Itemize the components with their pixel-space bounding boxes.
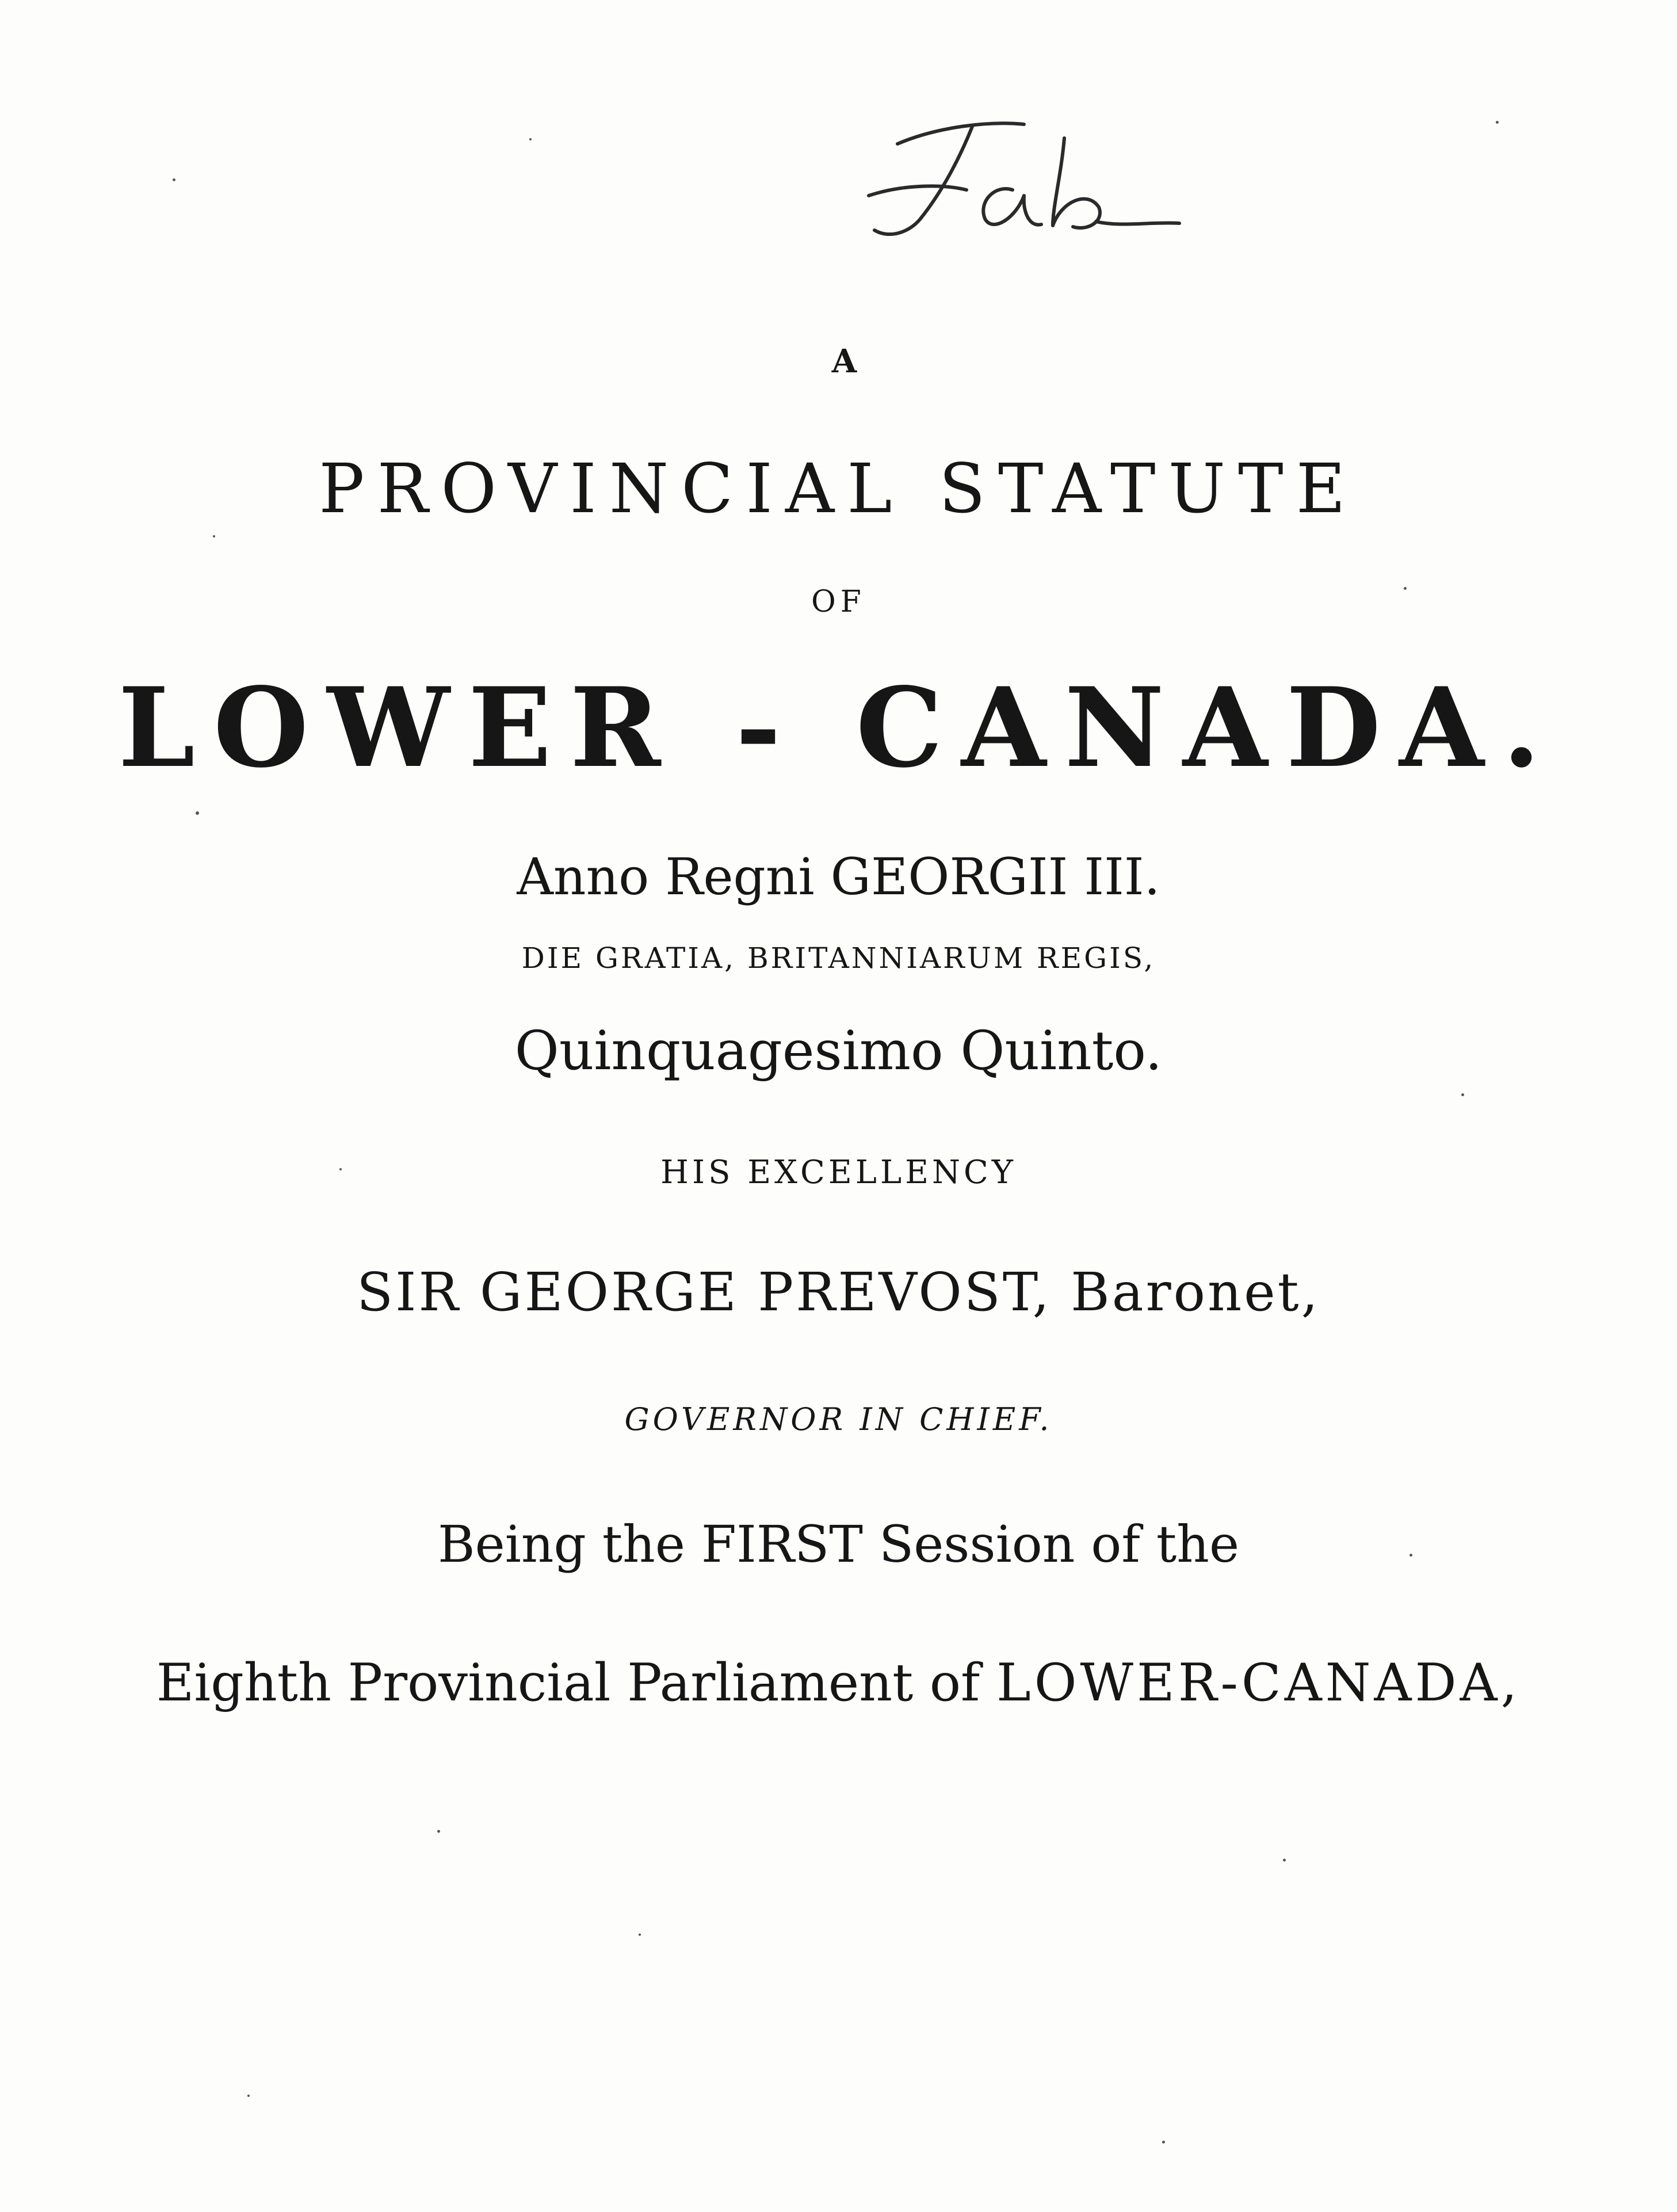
parliament-prefix: Eighth Provincial Parliament of [156,1653,980,1713]
scan-speck [1409,1554,1412,1557]
governor-name: SIR GEORGE PREVOST, Baronet, [357,1261,1320,1323]
scan-speck [173,178,175,181]
province-heading: LOWER - CANADA. [118,663,1559,792]
handwritten-signature [834,104,1191,265]
scan-speck [529,138,532,140]
document-title: PROVINCIAL STATUTE [319,449,1358,528]
governor-office: GOVERNOR IN CHIEF. [624,1401,1053,1437]
scan-speck [213,535,215,537]
regnal-year-line: Anno Regni GEORGII III. [517,847,1160,906]
scan-speck [247,2095,250,2097]
title-of: OF [811,585,866,619]
regnal-year: Quinquagesimo Quinto. [514,1020,1163,1082]
his-excellency: HIS EXCELLENCY [660,1154,1017,1191]
scan-speck [339,1168,342,1170]
scan-speck [1496,121,1499,124]
dei-gratia-line: DIE GRATIA, BRITANNIARUM REGIS, [521,941,1156,975]
scan-speck [1404,587,1407,590]
scan-speck [639,1933,641,1936]
article-a: A [831,342,857,380]
scan-speck [437,1830,440,1833]
session-line: Being the FIRST Session of the [437,1515,1240,1574]
parliament-province: LOWER-CANADA, [996,1653,1521,1713]
scan-speck [1283,1859,1286,1862]
scan-speck [1162,2141,1165,2144]
parliament-line [0,1653,1677,1713]
scan-speck [1461,1093,1464,1096]
scan-speck [196,811,199,815]
